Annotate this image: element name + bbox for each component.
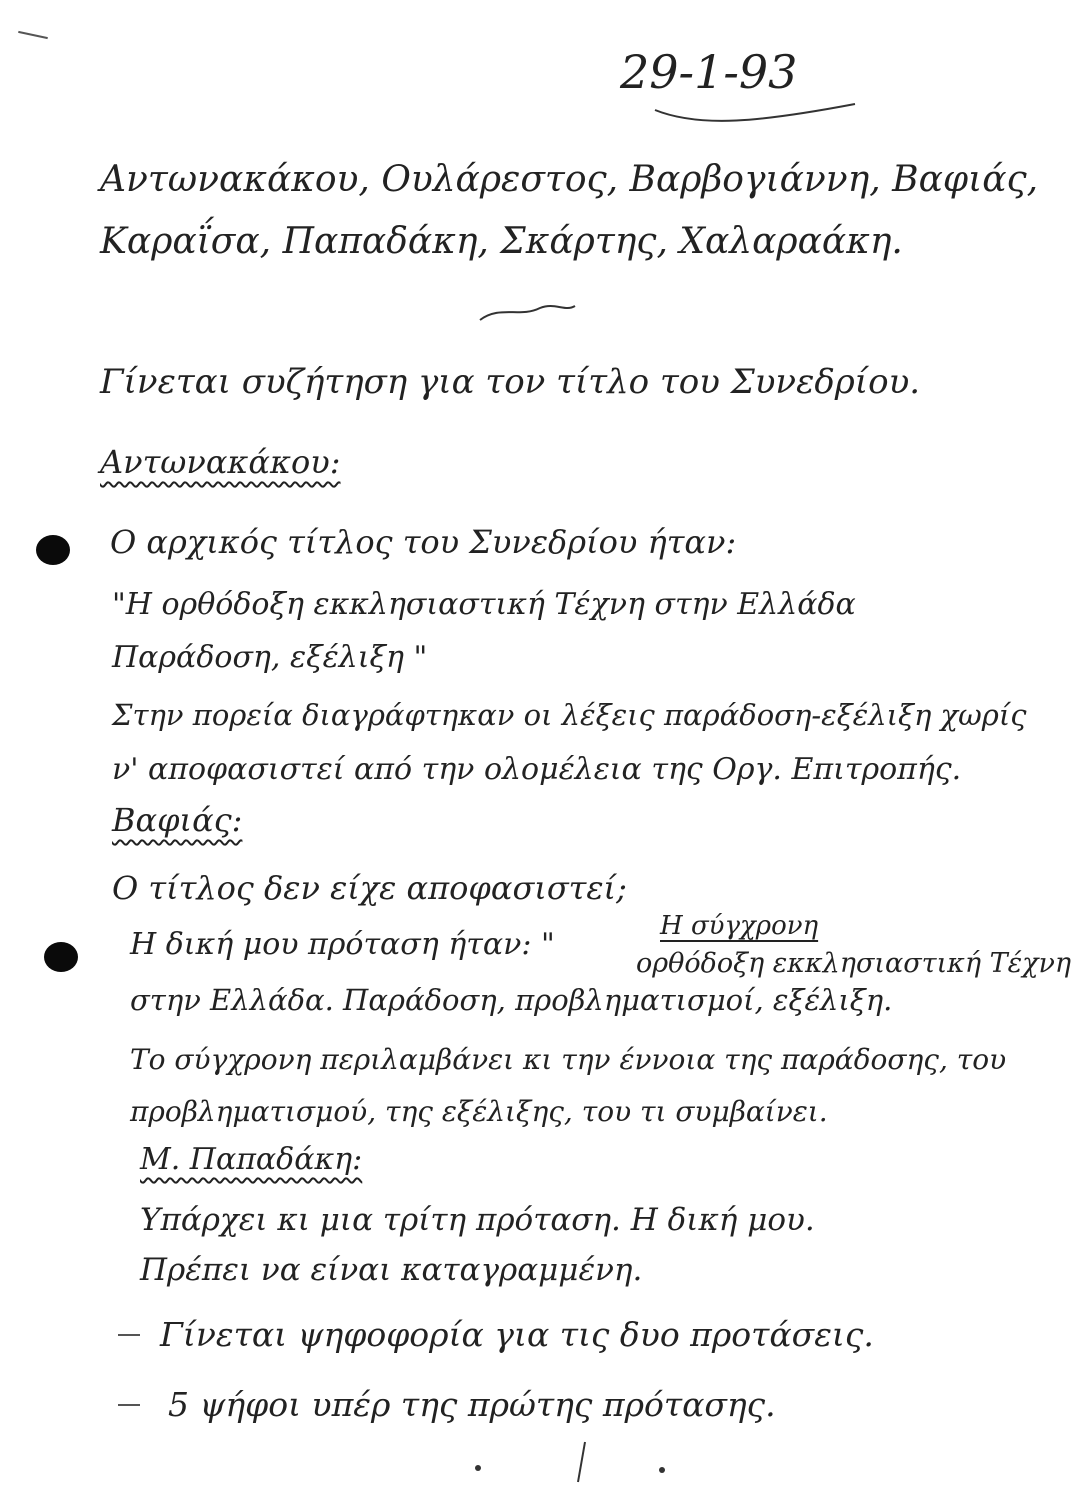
vote-line-2: 5 ψήφοι υπέρ της πρώτης πρότασης. xyxy=(168,1385,776,1424)
speaker2-line-6: προβληματισμού, της εξέλιξης, του τι συμβαίνει. xyxy=(130,1095,828,1128)
speaker-heading-1: Αντωνακάκου: xyxy=(100,443,341,481)
speaker1-line-1: Ο αρχικός τίτλος του Συνεδρίου ήταν: xyxy=(110,523,737,561)
document-date: 29-1-93 xyxy=(620,45,798,99)
speaker2-insertion: Η σύγχρονη xyxy=(660,911,819,941)
intro-line: Γίνεται συζήτηση για τον τίτλο του Συνεδρίου. xyxy=(100,362,921,402)
speaker2-line-1: Ο τίτλος δεν είχε αποφασιστεί; xyxy=(112,869,627,907)
speaker2-line-5: Το σύγχρονη περιλαμβάνει κι την έννοια της παράδοσης, του xyxy=(130,1043,1007,1076)
attendees-line-1: Αντωνακάκου, Ουλάρεστος, Βαρβογιάννη, Βαφιάς, xyxy=(100,159,1039,200)
vote-line-1: Γίνεται ψηφοφορία για τις δυο προτάσεις. xyxy=(160,1315,874,1354)
speaker3-line-1: Υπάρχει κι μια τρίτη πρόταση. Η δική μου. xyxy=(140,1202,815,1238)
speaker3-line-2: Πρέπει να είναι καταγραμμένη. xyxy=(140,1252,643,1288)
speaker2-line-4: στην Ελλάδα. Παράδοση, προβληματισμοί, εξέλιξη. xyxy=(130,983,893,1017)
speaker2-line-2: Η δική μου πρόταση ήταν: " xyxy=(130,927,555,962)
attendees-line-2: Καραΐσα, Παπαδάκη, Σκάρτης, Χαλαραάκη. xyxy=(100,221,903,262)
speaker1-line-3: Παράδοση, εξέλιξη " xyxy=(112,640,428,675)
speaker1-line-2: "Η ορθόδοξη εκκλησιαστική Τέχνη στην Ελλάδα xyxy=(112,587,856,622)
speaker-heading-2: Βαφιάς: xyxy=(112,801,243,839)
speaker2-line-3: ορθόδοξη εκκλησιαστική Τέχνη xyxy=(636,948,1072,979)
speaker1-line-4: Στην πορεία διαγράφτηκαν οι λέξεις παράδοση-εξέλιξη χωρίς xyxy=(112,698,1027,732)
speaker-heading-3: Μ. Παπαδάκη: xyxy=(140,1142,363,1177)
speaker1-line-5: ν' αποφασιστεί από την ολομέλεια της Οργ. Επιτροπής. xyxy=(112,752,962,787)
